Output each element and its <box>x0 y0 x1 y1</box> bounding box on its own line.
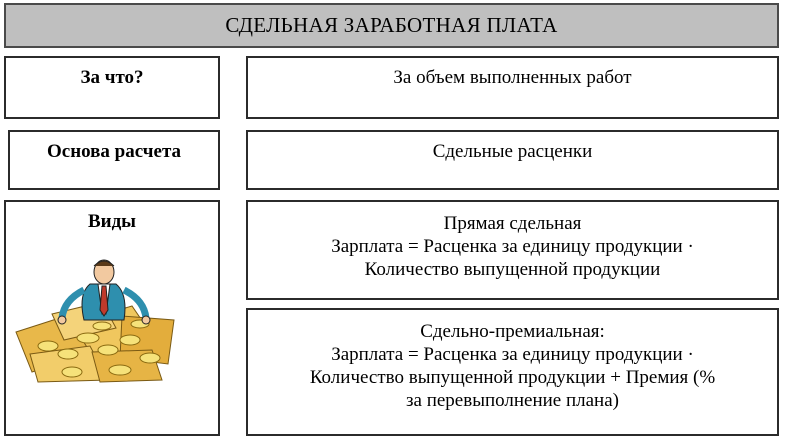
value-line: Сдельные расценки <box>432 141 593 162</box>
value-for-what <box>246 56 779 119</box>
formula-line: Количество выпущенной продукции + Премия (% <box>309 367 716 388</box>
formula-line: за перевыполнение плана) <box>406 390 619 411</box>
man-on-money-pile-icon <box>12 254 178 386</box>
value-line: За объем выполненных работ <box>393 67 632 88</box>
type-piecework-bonus <box>246 308 779 436</box>
label-for-what: За что? <box>4 56 220 119</box>
label-calculation-basis: Основа расчета <box>8 130 220 190</box>
type-direct-piecework <box>246 200 779 300</box>
type-title: Прямая сдельная <box>443 213 582 234</box>
formula-line: Зарплата = Расценка за единицу продукции · <box>331 344 694 365</box>
page-title: СДЕЛЬНАЯ ЗАРАБОТНАЯ ПЛАТА <box>4 3 779 48</box>
formula-line: Зарплата = Расценка за единицу продукции · <box>331 236 694 257</box>
label-types: Виды <box>4 200 220 436</box>
value-calculation-basis <box>246 130 779 190</box>
type-title: Сдельно-премиальная: <box>420 321 605 342</box>
formula-line: Количество выпущенной продукции <box>364 259 661 280</box>
